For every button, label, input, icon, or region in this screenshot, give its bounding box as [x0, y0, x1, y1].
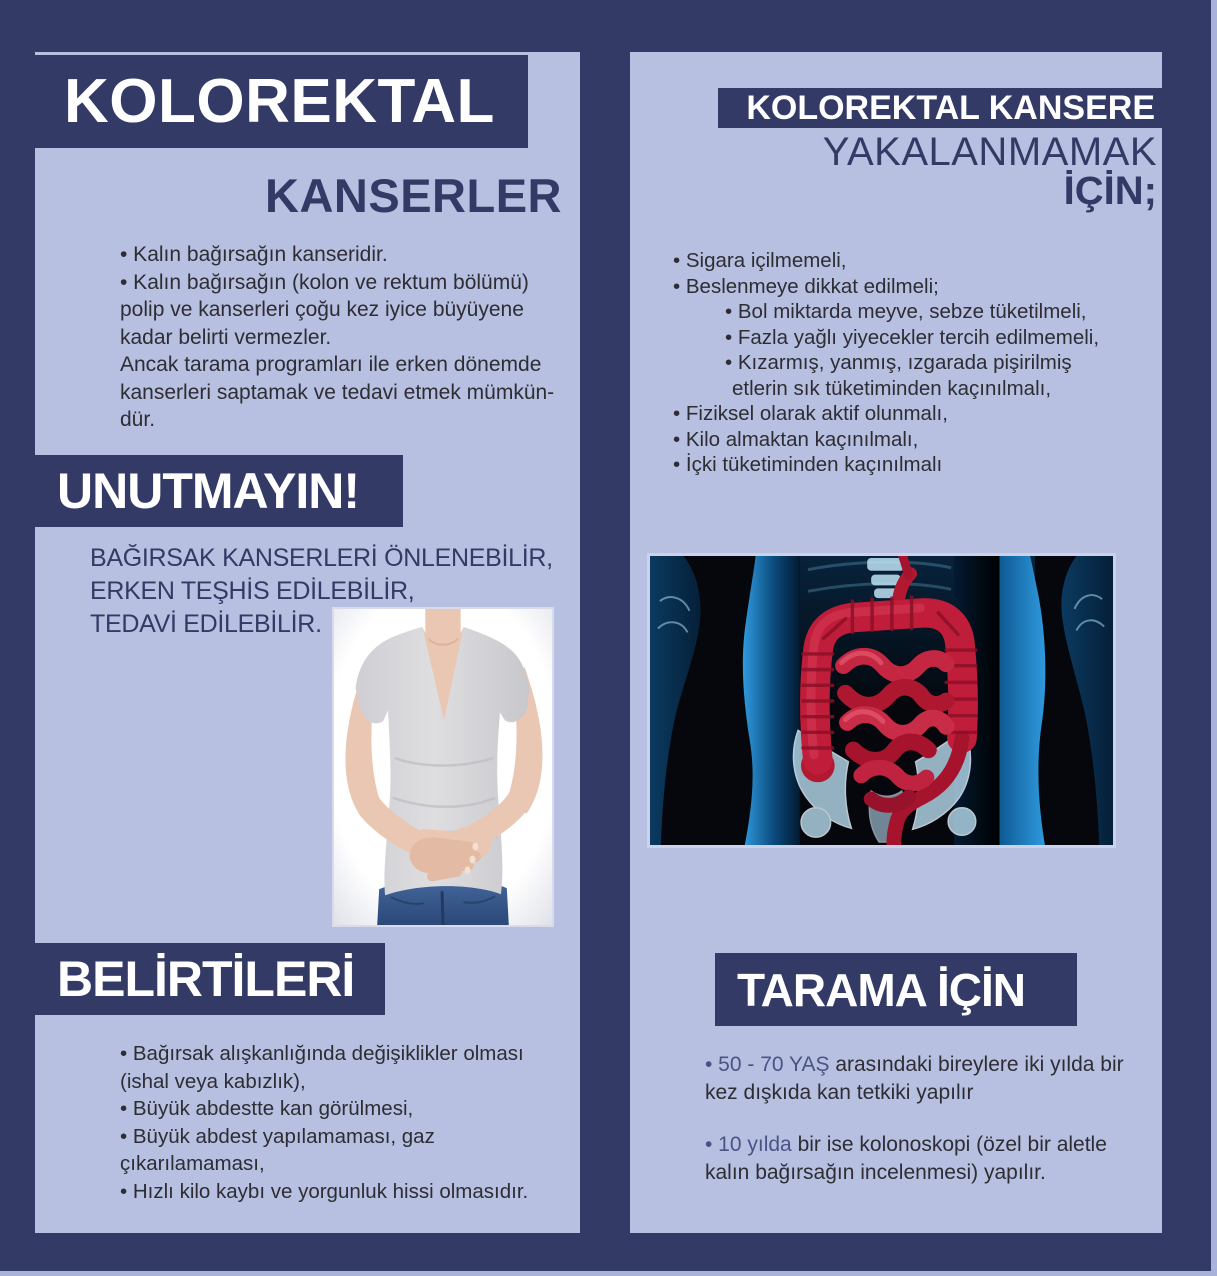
right-title-text: KOLOREKTAL KANSERE: [746, 88, 1155, 127]
page-edge-strip-bottom: [0, 1271, 1217, 1276]
symptom-line: • Büyük abdestte kan görülmesi,: [120, 1097, 414, 1120]
symptom-line: • Bağırsak alışkanlığında değişiklikler olması: [120, 1042, 524, 1065]
screening-rest: bir ise kolonoskopi (özel bir aletle: [791, 1133, 1107, 1156]
remember-line: TEDAVİ EDİLEBİLİR.: [90, 610, 322, 638]
intro-line: • Kalın bağırsağın (kolon ve rektum bölümü): [120, 270, 529, 294]
remember-title-box: [0, 455, 403, 527]
prevention-line: • Kilo almaktan kaçınılmalı,: [673, 427, 919, 451]
remember-line: BAĞIRSAK KANSERLERİ ÖNLENEBİLİR,: [90, 544, 553, 572]
screening-line: [705, 1079, 1124, 1107]
symptom-line: çıkarılamaması,: [120, 1152, 265, 1175]
remember-title-text: UNUTMAYIN!: [57, 463, 360, 519]
prevention-line: • Beslenmeye dikkat edilmeli;: [673, 274, 939, 298]
abdomen-xray-intestines-image: [647, 553, 1116, 848]
screening-title-box: [715, 953, 1077, 1026]
symptoms-title-box: [0, 943, 385, 1015]
prevention-line: • İçki tüketiminden kaçınılmalı: [673, 453, 943, 476]
screening-line: [705, 1131, 1124, 1159]
woman-holding-stomach-photo: [332, 607, 554, 927]
screening-list: [705, 1051, 1124, 1186]
left-title-box: [0, 55, 528, 148]
prevention-line: • Bol miktarda meyve, sebze tüketilmeli,: [725, 300, 1087, 323]
left-title-text: KOLOREKTAL: [64, 67, 495, 136]
prevention-list: [673, 248, 1099, 478]
symptoms-list: [120, 1040, 528, 1205]
right-subtitle-line2: İÇİN;: [1063, 169, 1157, 213]
remember-line: ERKEN TEŞHİS EDİLEBİLİR,: [90, 577, 415, 605]
intro-line: Ancak tarama programları ile erken dönemde: [120, 353, 542, 376]
symptoms-title-text: BELİRTİLERİ: [57, 951, 355, 1007]
anatomy-graphic: [650, 556, 1113, 845]
prevention-line: • Kızarmış, yanmış, ızgarada pişirilmiş: [725, 351, 1072, 374]
intro-line: dür.: [120, 408, 156, 431]
screening-highlight: • 10 yılda: [705, 1133, 792, 1156]
screening-highlight: • 50 - 70 YAŞ: [705, 1053, 830, 1076]
screening-line: [705, 1159, 1124, 1187]
intro-line: kanserleri saptamak ve tedavi etmek mümkün-: [120, 380, 555, 404]
prevention-line: etlerin sık tüketiminden kaçınılmalı,: [732, 376, 1052, 400]
symptom-line: • Büyük abdest yapılamaması, gaz: [120, 1124, 435, 1148]
intro-line: polip ve kanserleri çoğu kez iyice büyüyene: [120, 298, 524, 321]
prevention-line: • Fiziksel olarak aktif olunmalı,: [673, 402, 948, 425]
symptom-line: (ishal veya kabızlık),: [120, 1069, 306, 1093]
right-subtitle-line1: YAKALANMAMAK: [822, 130, 1157, 174]
screening-rest: kez dışkıda kan tetkiki yapılır: [705, 1080, 974, 1104]
page-edge-strip-right: [1211, 0, 1217, 1276]
prevention-line: • Fazla yağlı yiyecekler tercih edilmemeli,: [725, 325, 1100, 349]
prevention-line: • Sigara içilmemeli,: [673, 249, 847, 272]
screening-rest: kalın bağırsağın incelenmesi) yapılır.: [705, 1160, 1046, 1184]
woman-photo-graphic: [334, 609, 552, 925]
intro-line: kadar belirti vermezler.: [120, 325, 332, 349]
symptom-line: • Hızlı kilo kaybı ve yorgunluk hissi olmasıdır.: [120, 1179, 529, 1203]
right-title-box: [718, 88, 1217, 128]
screening-line: [705, 1051, 1124, 1079]
left-subtitle: KANSERLER: [265, 169, 562, 222]
screening-title-text: TARAMA İÇİN: [737, 963, 1025, 1016]
screening-rest: arasındaki bireylere iki yılda bir: [829, 1053, 1124, 1076]
intro-paragraph: [120, 241, 554, 434]
intro-line: • Kalın bağırsağın kanseridir.: [120, 243, 388, 266]
